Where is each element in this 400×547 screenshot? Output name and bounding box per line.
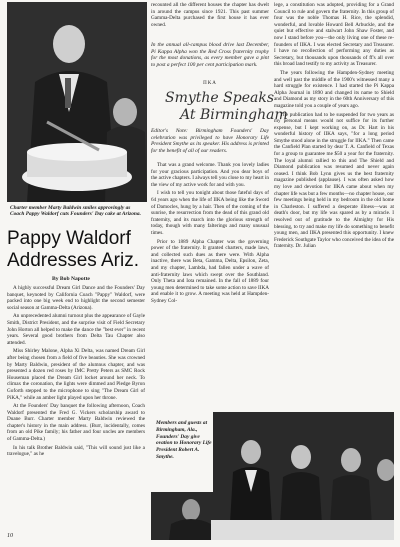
top-photo-caption: Charter member Marty Baldwin smiles approvingly as Coach Pappy Waldorf cuts Founders' Day cake at Arizona. — [10, 205, 141, 218]
column-2-top — [151, 2, 269, 30]
column-2-body — [151, 162, 269, 306]
paragraph: The years following the Hampden-Sydney meeting and well past the middle of the 1900's witnessed many a hard struggle for existence. I had started the Pi Kappa Alpha Journal in 1890 and changed its name to Shield and Diamond as my story in the 60th Anniversary of this magazine told you a couple of years ago. — [274, 69, 394, 109]
photo-illustration — [7, 2, 147, 202]
waldorf-cake-photo — [7, 2, 147, 202]
smythe-title-line-1: Smythe Speaks — [165, 90, 275, 106]
paragraph: Prior to 1889 Alpha Chapter was the governing power of the fraternity. It granted charters, made laws, and collected such dues as there were. With Alpha inactive, there was Beta, Gamma, Delta, Epsilon, Zeta, and my chapter, Lambda, had fallen under a wave of anti-fraternity laws which swept over the Southland. Only Theta and Iota remained. In the fall of 1889 four young men determined to take some action to save IIKA and enable it to grow. A meeting was held at Hampden-Sydney Col- — [151, 238, 269, 304]
paragraph: Miss Shirley Malone, Alpha Xi Delta, was named Dream Girl after being chosen from a field of five beauties. She was crowned by Marty Baldwin, president of the alumnus chapter, and was presented a dozen red roses by IMC Pretty Peters as SMC Rock Houseman placed the Dream Girl locket around her neck. To climax the coronation, the lights were dimmed and Pledge Byron Goforth stepped to the microphone to sing "The Dream Girl of PiKA," while an amber light played upon her throne. — [7, 348, 145, 401]
paragraph: At the Founders' Day banquet the following afternoon, Coach Waldorf presented the Fred G. Vickers scholarship award to Duane Burr. Charter member Marty Baldwin reviewed the chapter's history in the main address. (Burr, incidentally, comes from an old Pike family; his father and four uncles are members of Gamma-Delta.) — [7, 403, 145, 443]
editors-note: Editor's Note: Birmingham Founders' Day celebration was privileged to have Honorary Life President Smythe as its speaker. His address is printed for the benefit of all of our readers. — [151, 128, 269, 154]
paragraph: In his talk Brother Baldwin said, "This will sound just like a travelogue," as he — [7, 444, 145, 458]
banquet-photo-caption: Members and guests at Birmingham, Ala., Founders' Day give ovation to Honorary Life President Robert A. Smythe. — [156, 420, 212, 460]
paragraph: A highly successful Dream Girl Dance and the Founders' Day banquet, keynoted by California Coach "Pappy" Waldorf, were packed into one big week end to highlight the second semester social season at Gamma-Delta (Arizona). — [7, 285, 145, 311]
paragraph: An unprecedented alumni turnout plus the appearance of Gayle Smith, District President, and the surprise visit of Field Secretary John Horton all helped to make the dance the "best ever" in recent years. Several good brothers from Delta Tau Chapter also attended. — [7, 313, 145, 346]
headline-line-1: Pappy Waldorf — [7, 228, 131, 249]
page-number: 10 — [7, 533, 13, 539]
paragraph: I wish to tell you tonight about those fateful days of 64 years ago when the life of IIKA being like the Sword of Damocles, hung by a hair. Then of the coming of the sunrise, the resurrection from the dead of this grand old fraternity, and its march into the glorious strength of today, though with many falterings and many unusual times. — [151, 190, 269, 236]
paragraph: The publication had to be suspended for two years as my personal means would not suffice for its further expense, but I kept working on, as Dr. Hart in his wonderful history of IIKA says, "for a long period Smythe stood alone in the struggle for IIKA." Then came the Canfield Plan started by dear T. A. Canfield of Texas for a group to guarantee me $50 a year for the fraternity. The loyal alumni rallied to this and The Shield and Diamond publication was resumed and never again ceased. I think Bob Lynn gives us the best fraternity magazine published (applause). I was often asked how my love and devotion for IIKA came about when my chapter life was but a few months—no chapter house, our few meetings being held in my bedroom in the old home in Charleston. I suffered a desperate illness—was at death's door, but my life was spared as by a miracle. I resolved out of gratitude to the Almighty for His blessing, to try and make my life do something to benefit young men, and IIKA presented this opportunity. I knew Frederick Southgate Taylor who conceived the idea of the fraternity. Dr. Julian — [274, 111, 394, 250]
headline-line-2: Addresses Ariz. — [7, 250, 139, 271]
smythe-title-line-2: At Birmingham — [180, 107, 288, 123]
section-separator: ΠΚΑ — [203, 81, 217, 86]
column-1-body — [7, 285, 145, 460]
article-byline: By Bob Napotte — [52, 276, 90, 282]
paragraph: That was a grand welcome. Thank you lovely ladies for your gracious participation. And you dear boys of the active chapters. I always tell you close to my heart in the view of my active work for and with you. — [151, 162, 269, 188]
column-3-body — [274, 2, 394, 252]
paragraph: recounted all the different houses the chapter has dwelt in around the campus since 1921. This past summer Gamma-Delta purchased the first house it has ever owned. — [151, 2, 269, 28]
blood-drive-note: In the annual all-campus blood drive last December, Pi Kappa Alpha won the Red Cross fraternity trophy for the most donations, as every member gave a pint to post a perfect 100 per cent participation mark. — [151, 42, 269, 68]
paragraph: lege, a constitution was adopted, providing for a Grand Council to rule and govern the fraternity. In this group of four was the noble Thomas H. Rice, the splendid, wonderful, and lovable Howard Bell Arbuckle, and the quiet but effective and stalwart John Shaw Foster, and now I stand before you—the only living one of these re-founders of IIKA. I was elected Secretary and Treasurer. I have no recollection of performing any duties as Secretary, but thousands upon thousands of ff's all over this broad land testify to my activity as Treasurer. — [274, 2, 394, 68]
